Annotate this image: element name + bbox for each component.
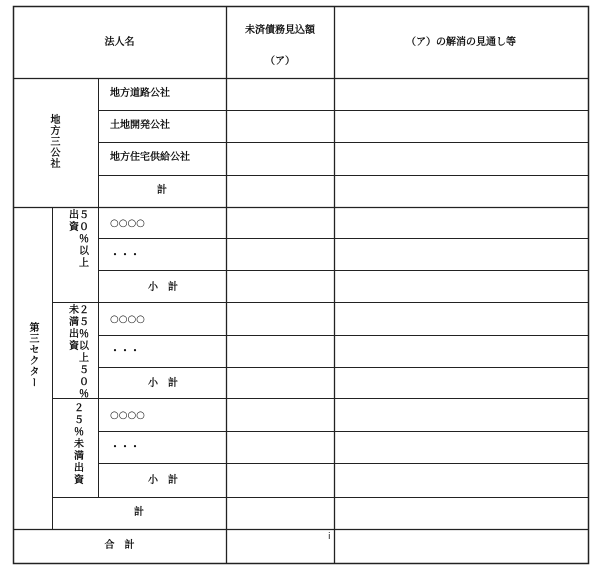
header-corp-name: 法人名 — [104, 37, 135, 48]
group2-dots: ・・・ — [110, 346, 140, 357]
header-outlook: （ア）の解消の見通し等 — [406, 37, 516, 48]
group3-dots: ・・・ — [110, 442, 140, 453]
local-corp-row-1: 地方道路公社 — [110, 88, 170, 99]
group1-item: ○○○○ — [110, 218, 145, 229]
group2-item: ○○○○ — [110, 314, 145, 325]
header-debt-line1: 未済債務見込額 — [245, 25, 315, 36]
group3-item: ○○○○ — [110, 410, 145, 421]
group1-dots: ・・・ — [110, 250, 140, 261]
local-corps-total: 計 — [157, 185, 167, 196]
footnote-mark: i — [328, 532, 331, 542]
group1-label: 出５ 資０ ％ 以 上 — [69, 210, 89, 269]
header-debt-line2: （ア） — [265, 56, 295, 67]
group3-subtotal: 小 計 — [148, 475, 178, 486]
group3-label: ２ ５ ％ 未 満 出 資 — [74, 403, 84, 486]
local-corp-row-3: 地方住宅供給公社 — [110, 152, 190, 163]
local-corp-row-2: 土地開発公社 — [110, 120, 170, 131]
local-corps-label: 地方三公社 — [48, 114, 59, 169]
third-sector-total: 計 — [134, 507, 144, 518]
group2-subtotal: 小 計 — [148, 378, 178, 389]
grand-total: 合 計 — [104, 540, 135, 551]
group1-subtotal: 小 計 — [148, 282, 178, 293]
group2-label: 未２ 満５ 出％ 資以 上 ５ ０ ％ — [69, 305, 89, 400]
third-sector-label: 第三セクター — [27, 322, 38, 388]
